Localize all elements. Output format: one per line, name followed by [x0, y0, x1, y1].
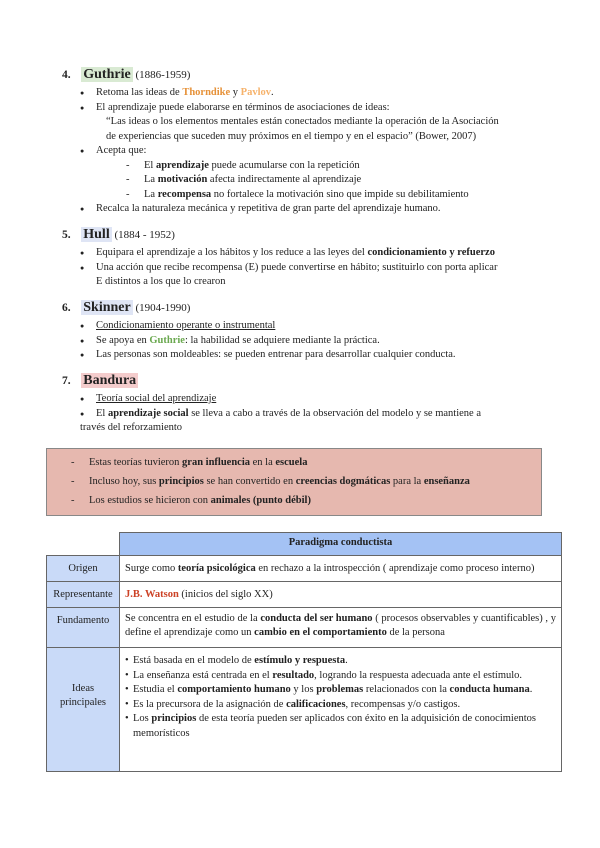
bold-text: conducta humana: [449, 684, 530, 695]
section-guthrie: [62, 64, 542, 217]
idea-item: [125, 669, 556, 684]
bullet-item: [62, 319, 542, 334]
bold-text: principios: [151, 713, 197, 724]
text: Acepta que:: [96, 145, 147, 156]
bullet-item: [62, 144, 542, 159]
quote-line: “Las ideas o los elementos mentales están conectados mediante la operación de la Asociación: [106, 116, 499, 127]
section-bandura: [62, 370, 542, 436]
text: El aprendizaje puede elaborarse en términos de asociaciones de ideas:: [96, 101, 390, 113]
text: de la persona: [386, 627, 445, 638]
text: Estas teorías tuvieron: [89, 457, 183, 468]
text: La enseñanza está centrada en el: [133, 669, 273, 681]
text: se lleva a cabo a través de la observación del modelo y se mantiene a: [188, 407, 481, 419]
row-label-representante: Representante: [47, 582, 120, 608]
quote-line: de experiencias que suceden muy próximos en el tiempo y en el espacio” (Bower, 2007): [106, 130, 477, 142]
bullet-item: [62, 261, 542, 290]
section-number: 7.: [62, 375, 71, 387]
text: El: [144, 159, 156, 171]
text: Equipara el aprendizaje a los hábitos y los reduce a las leyes del: [96, 247, 368, 258]
text: Es la precursora de la asignación de: [133, 698, 287, 710]
text: se han convertido en: [203, 476, 296, 487]
row-value-fundamento: [120, 608, 562, 648]
bullet-item: [62, 246, 542, 261]
section-years: (1884 - 1952): [111, 229, 175, 241]
bold-text: conducta del ser humano: [260, 613, 373, 624]
text: en la: [250, 457, 276, 468]
bold-text: motivación: [157, 174, 208, 185]
section-skinner: [62, 297, 542, 363]
text: Se apoya en: [96, 334, 150, 346]
section-number: 5.: [62, 229, 71, 241]
underlined-text: Condicionamiento operante o instrumental: [96, 320, 276, 331]
bold-text: condicionamiento y refuerzo: [367, 247, 495, 258]
table-header: Paradigma conductista: [120, 533, 562, 556]
text: Incluso hoy, sus: [89, 476, 159, 487]
section-title: Bandura: [83, 373, 137, 388]
bold-text: gran influencia: [182, 457, 250, 468]
note-item: [47, 472, 541, 491]
row-label-ideas: Ideas principales: [47, 648, 120, 772]
bold-text: estímulo y respuesta: [254, 655, 346, 666]
bold-text: aprendizaje social: [107, 407, 189, 419]
table-row: [47, 608, 562, 648]
text: Una acción que recibe recompensa (E) puede convertirse en hábito; sustituirlo con porta aplicar: [96, 261, 498, 273]
text: relacionados con la: [363, 684, 450, 695]
section-number: 4.: [62, 69, 71, 81]
text: , recompensas y/o castigos.: [345, 698, 461, 710]
text: Retoma las ideas de: [96, 87, 183, 98]
text: Estudia el: [133, 684, 178, 695]
text: de esta teoría pueden ser aplicados con éxito en la adquisición de conocimientos memorísticos: [133, 713, 536, 739]
text: en rechazo a la introspección ( aprendizaje como proceso interno): [255, 562, 535, 574]
bold-text: resultado: [272, 669, 315, 681]
row-label-origen: Origen: [47, 556, 120, 582]
note-item: [47, 453, 541, 472]
bold-text: problemas: [316, 684, 364, 695]
idea-item: [125, 712, 556, 741]
table-row: [47, 648, 562, 772]
section-years: (1886-1959): [132, 69, 191, 81]
table-row: [47, 556, 562, 582]
section-heading: [62, 370, 542, 390]
text: Está basada en el modelo de: [133, 655, 255, 666]
text: Se concentra en el estudio de la: [125, 613, 261, 624]
section-heading: [62, 297, 542, 317]
row-value-origen: [120, 556, 562, 582]
row-value-ideas: [120, 648, 562, 772]
text: ( procesos observables y cuantificables) , y define el aprendizaje como un: [125, 613, 556, 638]
bullet-item: [62, 202, 542, 217]
bullet-item: [62, 86, 542, 101]
text: , logrando la respuesta adecuada ante el estímulo.: [314, 669, 523, 681]
bold-text: aprendizaje: [155, 159, 209, 171]
text: no fortalece la motivación sino que impide su debilitamiento: [211, 188, 469, 200]
paradigm-table: [46, 532, 562, 772]
text: La: [144, 174, 158, 185]
idea-item: [125, 654, 556, 669]
text: .: [271, 87, 274, 98]
text: través del reforzamiento: [80, 422, 183, 433]
row-value-representante: [120, 582, 562, 608]
section-heading: [62, 224, 542, 244]
bold-text: escuela: [275, 457, 308, 468]
dash-item: [62, 173, 542, 188]
bold-text: animales (punto débil): [210, 495, 311, 506]
note-item: [47, 491, 541, 510]
bold-text: cambio en el comportamiento: [254, 627, 387, 638]
thorndike-name: Thorndike: [182, 87, 231, 98]
underlined-text: Teoría social del aprendizaje: [96, 393, 217, 404]
text: afecta indirectamente al aprendizaje: [207, 174, 362, 185]
text: Los estudios se hicieron con: [89, 495, 211, 506]
section-number: 6.: [62, 302, 71, 314]
bold-text: calificaciones: [286, 698, 346, 710]
pavlov-name: Pavlov: [240, 87, 272, 98]
text: Recalca la naturaleza mecánica y repetitiva de gran parte del aprendizaje humano.: [96, 203, 441, 214]
text: El: [96, 407, 108, 419]
text: Surge como: [125, 562, 178, 574]
text: Las personas son moldeables: se pueden entrenar para desarrollar cualquier conducta.: [96, 349, 456, 360]
bullet-item: [62, 101, 542, 145]
bold-text: teoría psicológica: [177, 562, 256, 574]
bold-text: enseñanza: [423, 476, 470, 487]
idea-item: [125, 698, 556, 713]
table-corner-cell: [47, 533, 120, 556]
section-hull: [62, 224, 542, 290]
text: y: [230, 87, 241, 98]
text: Los: [133, 713, 152, 724]
text: para la: [390, 476, 424, 487]
table-header-row: [47, 533, 562, 556]
bullet-item: [62, 392, 542, 407]
bold-text: creencias dogmáticas: [295, 476, 391, 487]
section-title: Skinner: [83, 300, 131, 315]
section-title: Hull: [83, 227, 110, 242]
bold-text: principios: [158, 476, 204, 487]
text: (inicios del siglo XX): [178, 588, 273, 600]
idea-item: [125, 683, 556, 698]
section-title: Guthrie: [83, 67, 131, 82]
text: .: [345, 655, 348, 666]
table-row: [47, 582, 562, 608]
guthrie-reference: Guthrie: [149, 334, 185, 346]
bullet-item: [62, 334, 542, 349]
bold-text: recompensa: [157, 188, 212, 200]
text: : la habilidad se adquiere mediante la práctica.: [184, 334, 380, 346]
text: La: [144, 188, 158, 200]
section-heading: [62, 64, 542, 84]
text: y los: [290, 684, 317, 695]
watson-name: J.B. Watson: [125, 588, 179, 600]
dash-item: [62, 188, 542, 203]
section-years: (1904-1990): [132, 302, 191, 314]
bullet-item: [62, 407, 542, 436]
bullet-item: [62, 348, 542, 363]
bold-text: comportamiento humano: [177, 684, 291, 695]
summary-note-box: [46, 448, 542, 516]
text: E distintos a los que lo crearon: [96, 276, 226, 287]
text: .: [529, 684, 533, 695]
dash-item: [62, 159, 542, 174]
row-label-fundamento: Fundamento: [47, 608, 120, 648]
text: puede acumularse con la repetición: [208, 159, 360, 171]
